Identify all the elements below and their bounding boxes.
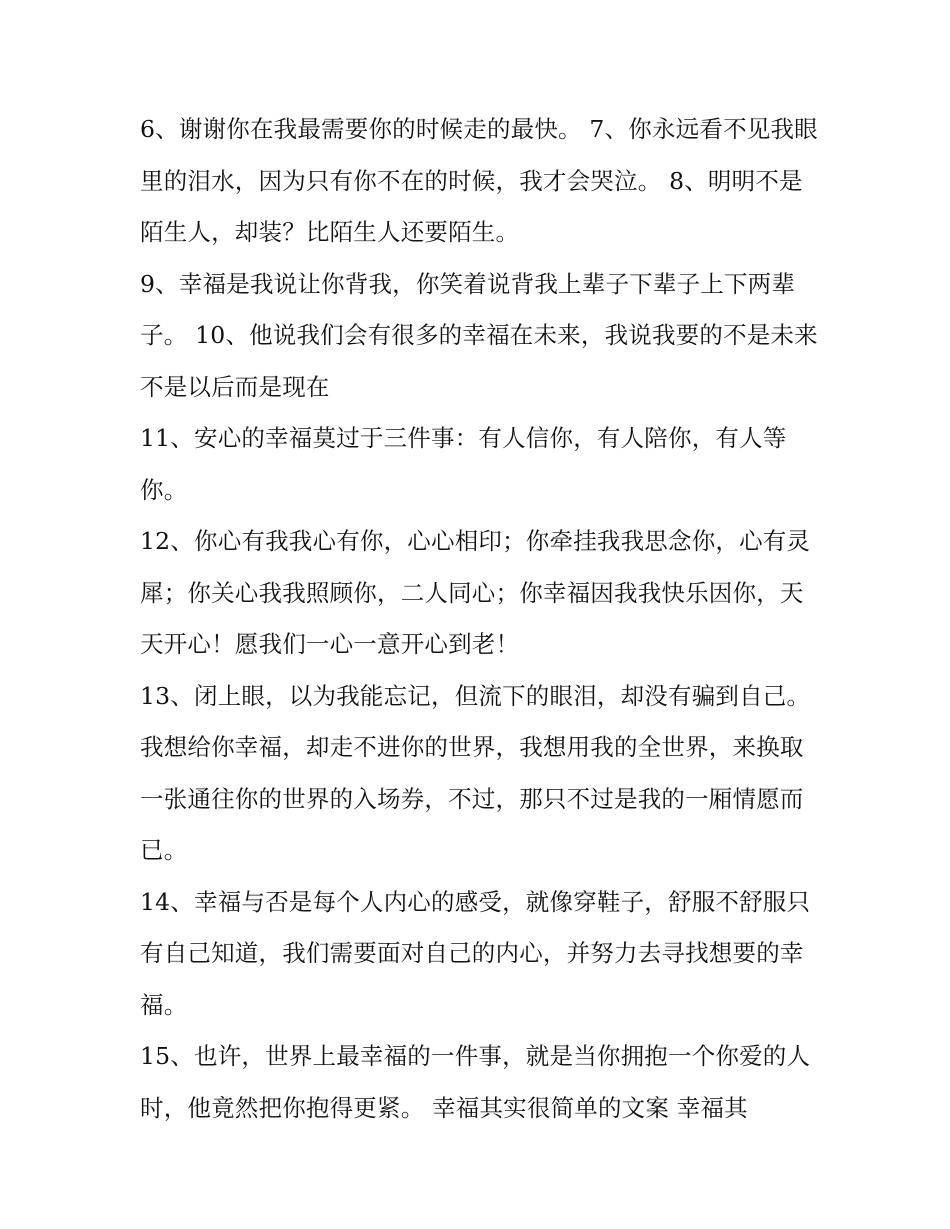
paragraph-12: 12、你心有我我心有你，心心相印；你牵挂我我思念你，心有灵犀；你关心我我照顾你，二人同心；你幸福因我我快乐因你，天天开心！愿我们一心一意开心到老！ bbox=[140, 527, 811, 658]
document-body bbox=[140, 104, 820, 1134]
paragraph-11: 11、安心的幸福莫过于三件事：有人信你，有人陪你，有人等你。 bbox=[140, 424, 787, 504]
paragraph-6-8: 6、谢谢你在我最需要你的时候走的最快。 7、你永远看不见我眼里的泪水，因为只有你不在的时候，我才会哭泣。 8、明明不是陌生人，却装？比陌生人还要陌生。 bbox=[140, 115, 818, 246]
paragraph-15: 15、也许，世界上最幸福的一件事，就是当你拥抱一个你爱的人时，他竟然把你抱得更紧。 幸福其实很简单的文案 幸福其 bbox=[140, 1042, 811, 1122]
paragraph-13: 13、闭上眼，以为我能忘记，但流下的眼泪，却没有骗到自己。我想给你幸福，却走不进你的世界，我想用我的全世界，来换取一张通往你的世界的入场券，不过，那只不过是我的一厢情愿而已。 bbox=[140, 681, 811, 864]
paragraph-9-10: 9、幸福是我说让你背我，你笑着说背我上辈子下辈子上下两辈子。 10、他说我们会有很多的幸福在未来，我说我要的不是未来不是以后而是现在 bbox=[140, 269, 818, 401]
paragraph-14: 14、幸福与否是每个人内心的感受，就像穿鞋子，舒服不舒服只有自己知道，我们需要面对自己的内心，并努力去寻找想要的幸福。 bbox=[140, 887, 811, 1019]
